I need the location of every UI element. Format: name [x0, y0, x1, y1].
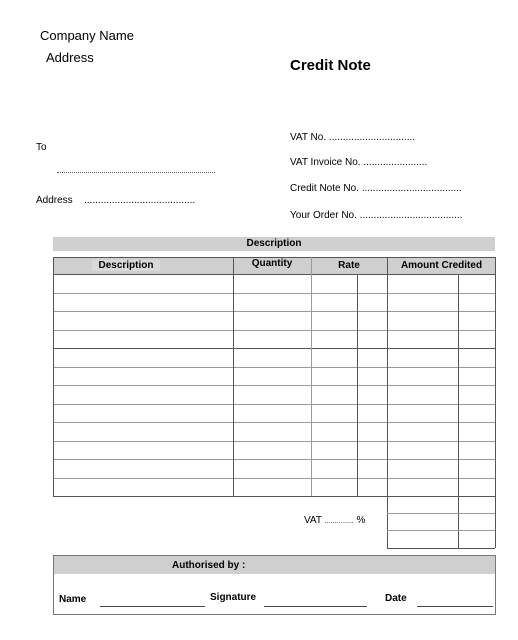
- vat-invoice-no-field: VAT Invoice No. .......................: [290, 157, 428, 168]
- document-title: Credit Note: [290, 57, 371, 74]
- company-name: Company Name: [40, 28, 134, 43]
- table-row-line: [53, 404, 495, 405]
- vat-dots: ...............: [324, 518, 354, 525]
- company-address: Address: [46, 50, 94, 65]
- table-row-line: [53, 385, 495, 386]
- table-header-border: [53, 274, 495, 275]
- table-row-line: [53, 367, 495, 368]
- authorisation-header: [54, 556, 495, 574]
- totals-row-line: [387, 513, 495, 514]
- totals-row-line: [387, 530, 495, 531]
- table-column-line: [233, 257, 234, 496]
- name-line: [100, 606, 205, 607]
- table-row-line: [53, 348, 495, 349]
- table-left-border: [53, 257, 54, 496]
- date-line: [417, 606, 493, 607]
- table-column-line: [357, 274, 358, 496]
- vat-percent: %: [356, 515, 366, 526]
- table-row-line: [53, 422, 495, 423]
- authorised-by-title: Authorised by :: [172, 560, 246, 571]
- table-row-line: [53, 459, 495, 460]
- column-header-quantity: Quantity: [251, 258, 293, 269]
- column-header-description: Description: [92, 260, 160, 271]
- vat-text: VAT: [304, 515, 322, 526]
- vat-no-field: VAT No. ...............................: [290, 132, 416, 143]
- credit-note-no-field: Credit Note No. ....................................: [290, 183, 462, 194]
- signature-line: [264, 606, 367, 607]
- table-row-line: [53, 478, 495, 479]
- signature-label: Signature: [210, 592, 257, 603]
- table-column-line: [387, 257, 388, 548]
- table-row-line: [53, 293, 495, 294]
- to-label: To: [36, 142, 47, 153]
- date-label: Date: [385, 593, 407, 604]
- totals-bottom-border: [387, 548, 495, 549]
- column-header-amount-credited: Amount Credited: [400, 260, 483, 271]
- table-row-line: [53, 311, 495, 312]
- table-right-border: [495, 257, 496, 548]
- description-section-title: Description: [53, 237, 495, 251]
- table-column-line: [458, 274, 459, 548]
- table-row-line: [53, 330, 495, 331]
- vat-label: [304, 515, 365, 526]
- customer-address-label: Address: [36, 195, 73, 206]
- table-row-line: [53, 441, 495, 442]
- table-top-border: [53, 257, 495, 258]
- table-row-line: [53, 496, 495, 497]
- column-header-rate: Rate: [338, 260, 360, 271]
- table-column-line: [311, 257, 312, 496]
- customer-address-dots: ........................................: [84, 195, 196, 206]
- name-label: Name: [59, 594, 87, 605]
- your-order-no-field: Your Order No. .....................................: [290, 210, 463, 221]
